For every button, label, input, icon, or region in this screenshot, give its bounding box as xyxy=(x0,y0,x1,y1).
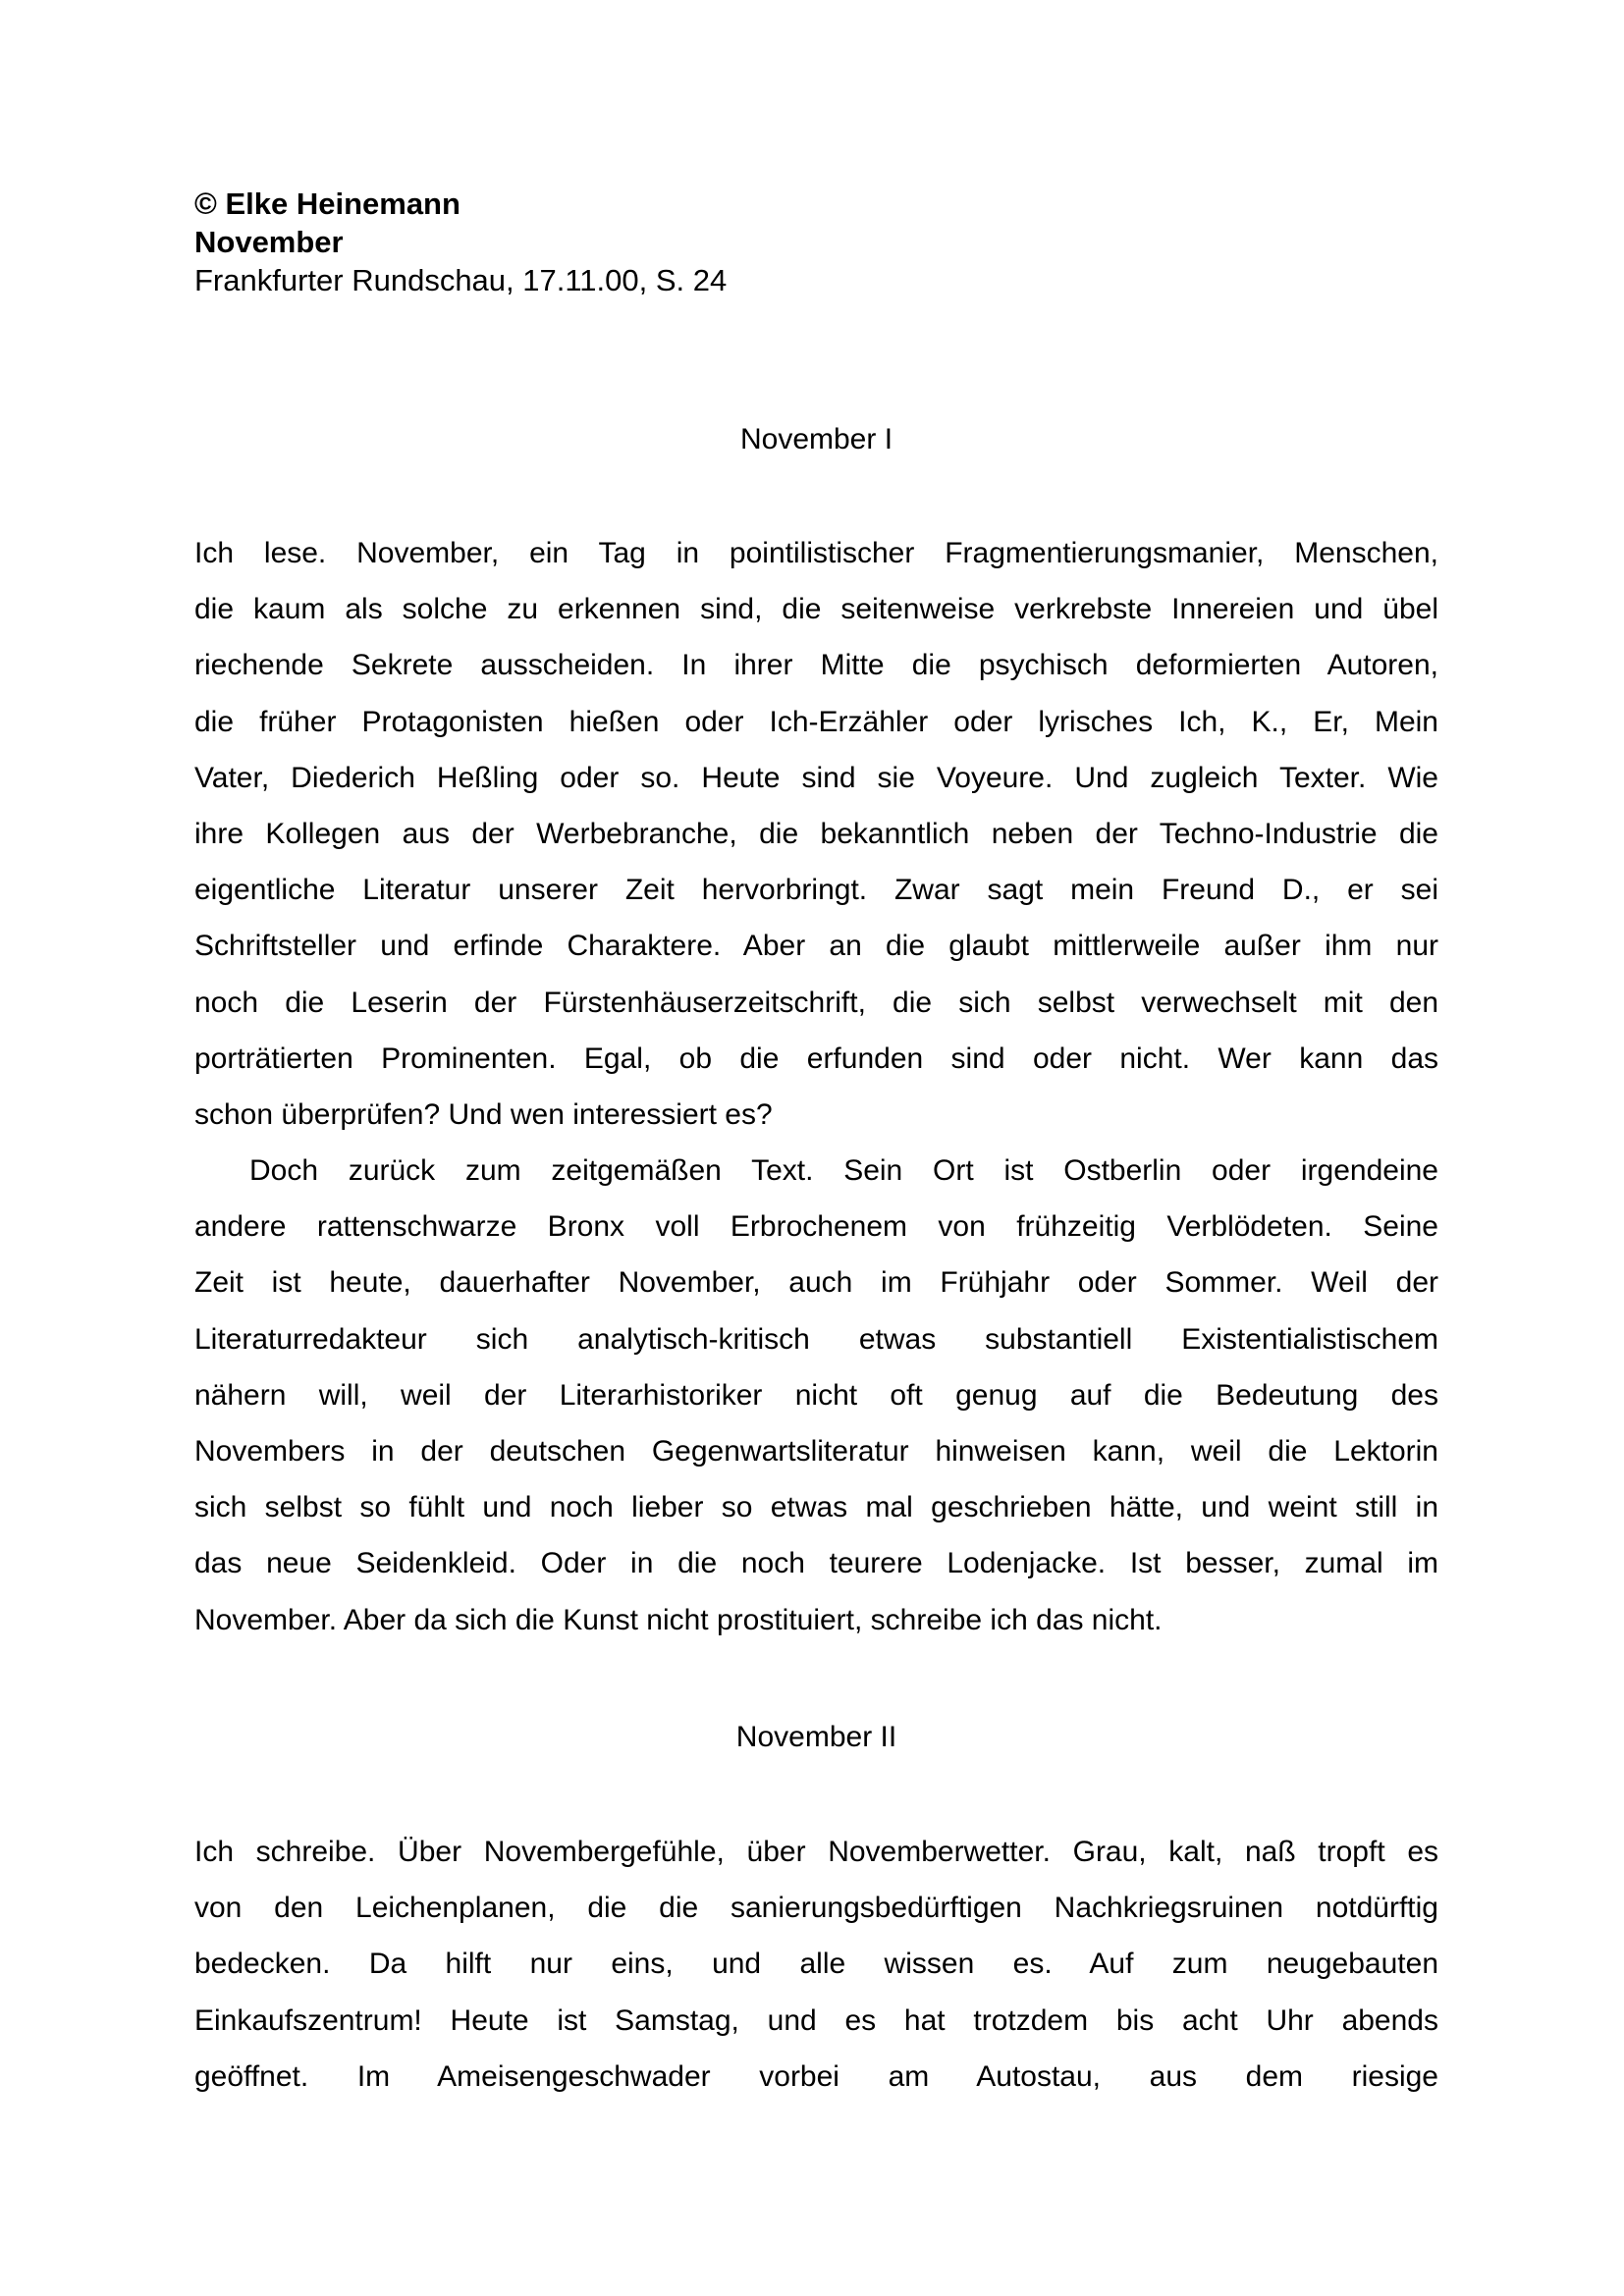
section-heading-november-ii: November II xyxy=(735,1721,897,1753)
text-line: ihre Kollegen aus der Werbebranche, die bekanntlich neben der Techno-Industrie die xyxy=(194,817,1438,850)
text-line: Doch zurück zum zeitgemäßen Text. Sein Ort ist Ostberlin oder irgendeine xyxy=(249,1154,1438,1187)
copyright-line: © Elke Heinemann xyxy=(194,187,460,221)
text-line: eigentliche Literatur unserer Zeit hervorbringt. Zwar sagt mein Freund D., er sei xyxy=(194,874,1438,907)
paragraph-1 xyxy=(194,525,1438,1143)
text-line: sich selbst so fühlt und noch lieber so etwas mal geschrieben hätte, und weint still in xyxy=(194,1491,1438,1524)
text-line: Ich lese. November, ein Tag in pointilistischer Fragmentierungsmanier, Menschen, xyxy=(194,537,1438,569)
paragraph-2 xyxy=(194,1143,1438,1648)
source-citation: Frankfurter Rundschau, 17.11.00, S. 24 xyxy=(194,263,728,297)
text-line: Vater, Diederich Heßling oder so. Heute sind sie Voyeure. Und zugleich Texter. Wie xyxy=(194,761,1438,794)
text-line: nähern will, weil der Literarhistoriker nicht oft genug auf die Bedeutung des xyxy=(194,1378,1438,1412)
text-line: von den Leichenplanen, die die sanierungsbedürftigen Nachkriegsruinen notdürftig xyxy=(194,1892,1438,1925)
text-line: bedecken. Da hilft nur eins, und alle wissen es. Auf zum neugebauten xyxy=(194,1948,1438,1981)
text-line: porträtierten Prominenten. Egal, ob die erfunden sind oder nicht. Wer kann das xyxy=(194,1041,1438,1075)
document-title: November xyxy=(194,225,344,259)
text-line: Ich schreibe. Über Novembergefühle, über Novemberwetter. Grau, kalt, naß tropft es xyxy=(194,1836,1438,1868)
section-heading-november-i: November I xyxy=(739,423,893,455)
text-line: noch die Leserin der Fürstenhäuserzeitschrift, die sich selbst verwechselt mit den xyxy=(194,986,1438,1019)
text-line: Zeit ist heute, dauerhafter November, auch im Frühjahr oder Sommer. Weil der xyxy=(194,1266,1438,1300)
text-line: die kaum als solche zu erkennen sind, die seitenweise verkrebste Innereien und übel xyxy=(194,593,1438,626)
document-header xyxy=(194,185,1438,299)
text-line: Literaturredakteur sich analytisch-kritisch etwas substantiell Existentialistischem xyxy=(194,1322,1438,1356)
text-line: Novembers in der deutschen Gegenwartsliteratur hinweisen kann, weil die Lektorin xyxy=(194,1434,1438,1468)
text-line: Einkaufszentrum! Heute ist Samstag, und es hat trotzdem bis acht Uhr abends xyxy=(194,2003,1438,2037)
text-line: November. Aber da sich die Kunst nicht prostituiert, schreibe ich das nicht. xyxy=(194,1603,1163,1636)
text-line: die früher Protagonisten hießen oder Ich-Erzähler oder lyrisches Ich, K., Er, Mein xyxy=(194,705,1438,738)
text-line: schon überprüfen? Und wen interessiert es? xyxy=(194,1097,773,1131)
paragraph-3 xyxy=(194,1824,1438,2105)
text-line: riechende Sekrete ausscheiden. In ihrer Mitte die psychisch deformierten Autoren, xyxy=(194,649,1438,682)
text-line: das neue Seidenkleid. Oder in die noch teurere Lodenjacke. Ist besser, zumal im xyxy=(194,1547,1438,1580)
text-line: geöffnet. Im Ameisengeschwader vorbei am Autostau, aus dem riesige xyxy=(194,2059,1438,2093)
text-line: andere rattenschwarze Bronx voll Erbrochenem von frühzeitig Verblödeten. Seine xyxy=(194,1210,1438,1244)
text-line: Schriftsteller und erfinde Charaktere. Aber an die glaubt mittlerweile außer ihm nur xyxy=(194,930,1438,963)
